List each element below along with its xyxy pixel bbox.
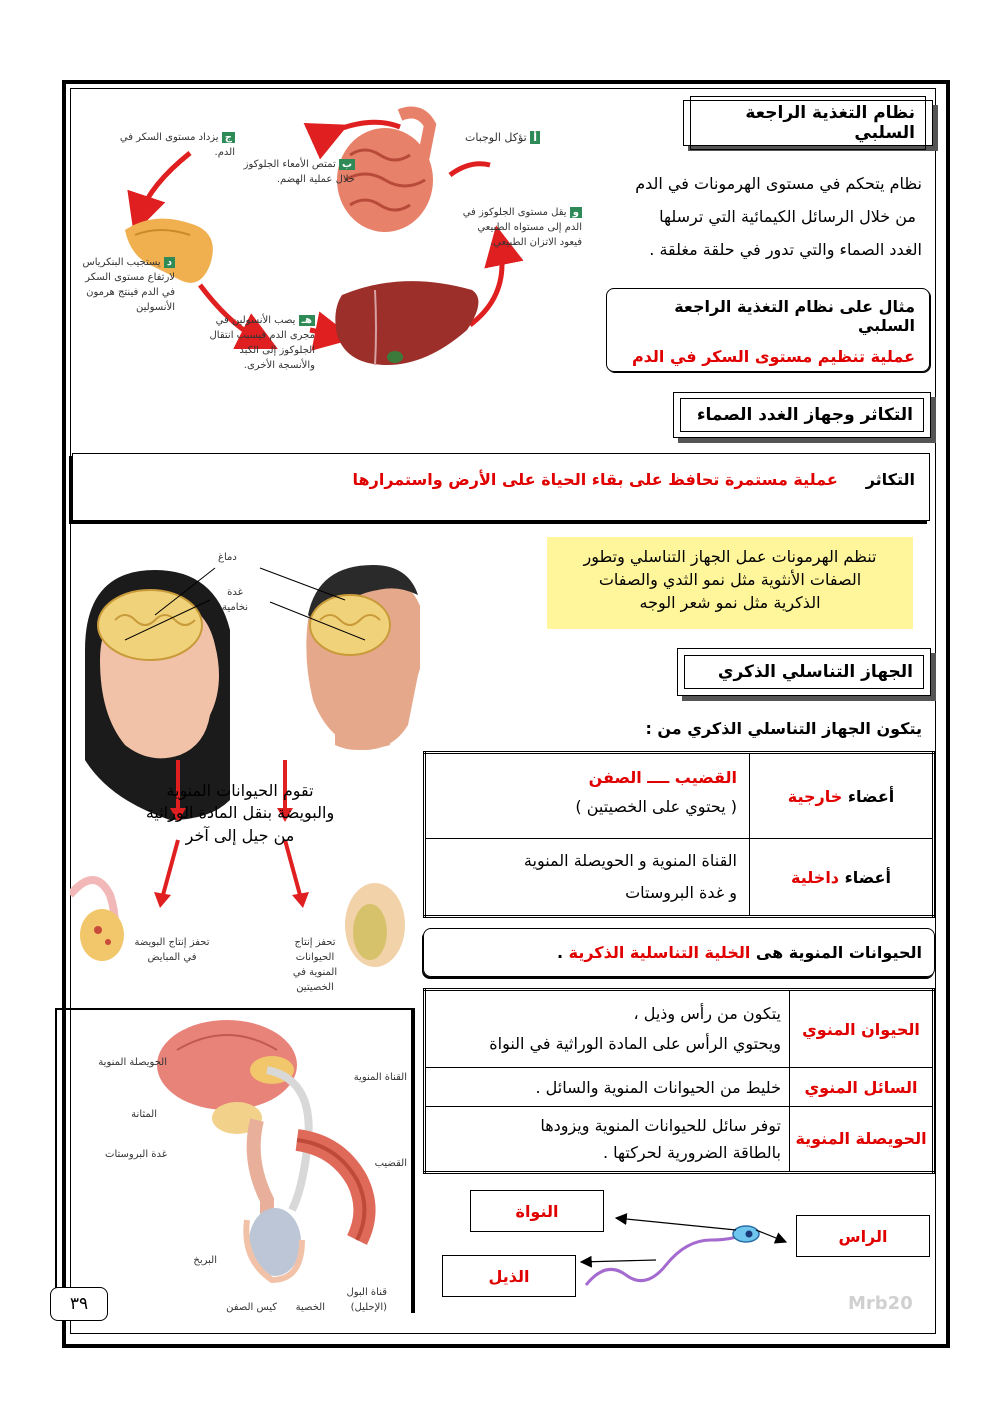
desc-sperm: يتكون من رأس وذيل ، ويحتوي الرأس على المادة الوراثية في النواة — [425, 990, 790, 1068]
desc-semen: خليط من الحيوانات المنوية والسائل . — [425, 1068, 790, 1106]
sperm-diagram — [576, 1200, 796, 1300]
male-system-heading: الجهاز التناسلي الذكري — [677, 648, 931, 696]
label-tail: الذيل — [442, 1255, 576, 1297]
label-penis: القضيب — [374, 1158, 407, 1169]
genetic-material-overlay: تقوم الحيوانات المنوية والبويضة بنقل المادة الوراثية من جيل إلى آخر — [145, 781, 335, 845]
pointer-tail — [581, 1260, 656, 1262]
label-prostate: غدة البروستات — [105, 1149, 167, 1160]
pointer-head — [756, 1230, 786, 1242]
label-scrotum: كيس الصفن — [226, 1302, 277, 1313]
label-vas-deferens: القناة المنوية — [353, 1072, 407, 1083]
step-f-caption: و يقل مستوى الجلوكوز في الدم إلى مستواه الطبيعي فيعود الاتزان الطبيعي. — [462, 207, 582, 248]
step-d-caption: د يستجيب البنكرياس لارتفاع مستوى السكر في الدم فينتج هرمون الأنسولين — [82, 257, 175, 313]
sperm-table — [423, 988, 935, 1174]
arrow-left-top — [140, 153, 190, 215]
ovary-illustration — [70, 880, 124, 961]
sperm-nucleus — [746, 1231, 753, 1238]
step-c-caption: ج يزداد مستوى السكر في الدم. — [119, 132, 235, 158]
page-number: ٣٩ — [50, 1287, 108, 1321]
row-label-internal: أعضاء داخلية — [750, 839, 934, 917]
reproduction-definition-box: التكاثر عملية مستمرة تحافظ على بقاء الحياة على الأرض واستمرارها — [72, 453, 930, 521]
feedback-heading: نظام التغذية الراجعة السلبي — [683, 100, 933, 146]
organs-table — [423, 751, 935, 918]
liver-illustration — [335, 281, 478, 365]
table-row — [425, 753, 934, 839]
male-caption: تحفز إنتاج الحيوانات المنوية في الخصيتين — [292, 937, 338, 993]
term-seminal-vesicle: الحويصلة المنوية — [790, 1106, 934, 1172]
step-b-caption: ب تمتص الأمعاء الجلوكوز خلال عملية الهضم. — [243, 159, 355, 185]
table-row — [425, 1068, 934, 1106]
label-gland: غدة نخامية — [222, 587, 249, 613]
down-arrow-left-2 — [163, 840, 178, 895]
label-head: الراس — [796, 1215, 930, 1257]
label-epididymis: البربخ — [193, 1255, 217, 1266]
reproduction-heading: التكاثر وجهاز الغدد الصماء — [673, 392, 931, 438]
hormone-note: تنظم الهرمونات عمل الجهاز التناسلي وتطور الصفات الأنثوية مثل نمو الثدي والصفات الذكرية مثل نمو شعر الوجه — [547, 537, 913, 629]
table-row — [425, 990, 934, 1068]
desc-seminal-vesicle: توفر سائل للحيوانات المنوية ويزودها بالطاقة الضرورية لحركتها . — [425, 1106, 790, 1172]
step-a-caption: أ تؤكل الوجبات — [430, 130, 540, 147]
sperm-tail — [586, 1235, 741, 1285]
step-e-caption: هـ يصب الأنسولين في مجرى الدم فيسبب انتقال الجلوكوز إلى الكبد والأنسجة الأخرى. — [209, 315, 315, 371]
female-caption: تحفز إنتاج البويضة في المبايض — [134, 937, 210, 963]
label-nucleus: النواة — [470, 1190, 604, 1232]
table-row — [425, 1106, 934, 1172]
label-urethra: قناة البول (الإحليل) — [346, 1287, 387, 1313]
term-semen: السائل المنوي — [790, 1068, 934, 1106]
anatomy-diagram — [55, 1008, 415, 1313]
row-detail-external: القضيب ــــ الصفن ( يحتوي على الخصيتين ) — [425, 753, 750, 839]
pointer-nucleus — [616, 1218, 736, 1230]
table-row — [425, 839, 934, 917]
watermark: Mrb20 — [848, 1293, 913, 1314]
male-head — [306, 565, 420, 750]
label-seminal-vesicle: الحويصلة المنوية — [98, 1057, 167, 1068]
male-system-intro: يتكون الجهاز التناسلي الذكري من : — [645, 719, 922, 738]
feedback-definition: نظام يتحكم في مستوى الهرمونات في الدم من خلال الرسائل الكيمائية التي ترسلها الغدد الصماء والتي تدور في حلقة مغلقة . — [635, 174, 922, 259]
example-box: مثال على نظام التغذية الراجعة السلبي عملية تنظيم مستوى السكر في الدم — [606, 288, 930, 372]
label-testis: الخصية — [295, 1302, 325, 1313]
glucose-cycle-diagram — [70, 105, 600, 405]
label-brain: دماغ — [218, 552, 237, 563]
down-arrow-right-2 — [285, 840, 300, 895]
arrow-right-top — [450, 164, 490, 175]
row-label-external: أعضاء خارجية — [750, 753, 934, 839]
row-detail-internal: القناة المنوية و الحويصلة المنوية و غدة البروستات — [425, 839, 750, 917]
label-bladder: المثانة — [131, 1109, 157, 1120]
heads-diagram — [70, 540, 420, 993]
sperm-definition-box: الحيوانات المنوية هى الخلية التناسلية الذكرية . — [423, 928, 935, 977]
term-sperm: الحيوان المنوي — [790, 990, 934, 1068]
